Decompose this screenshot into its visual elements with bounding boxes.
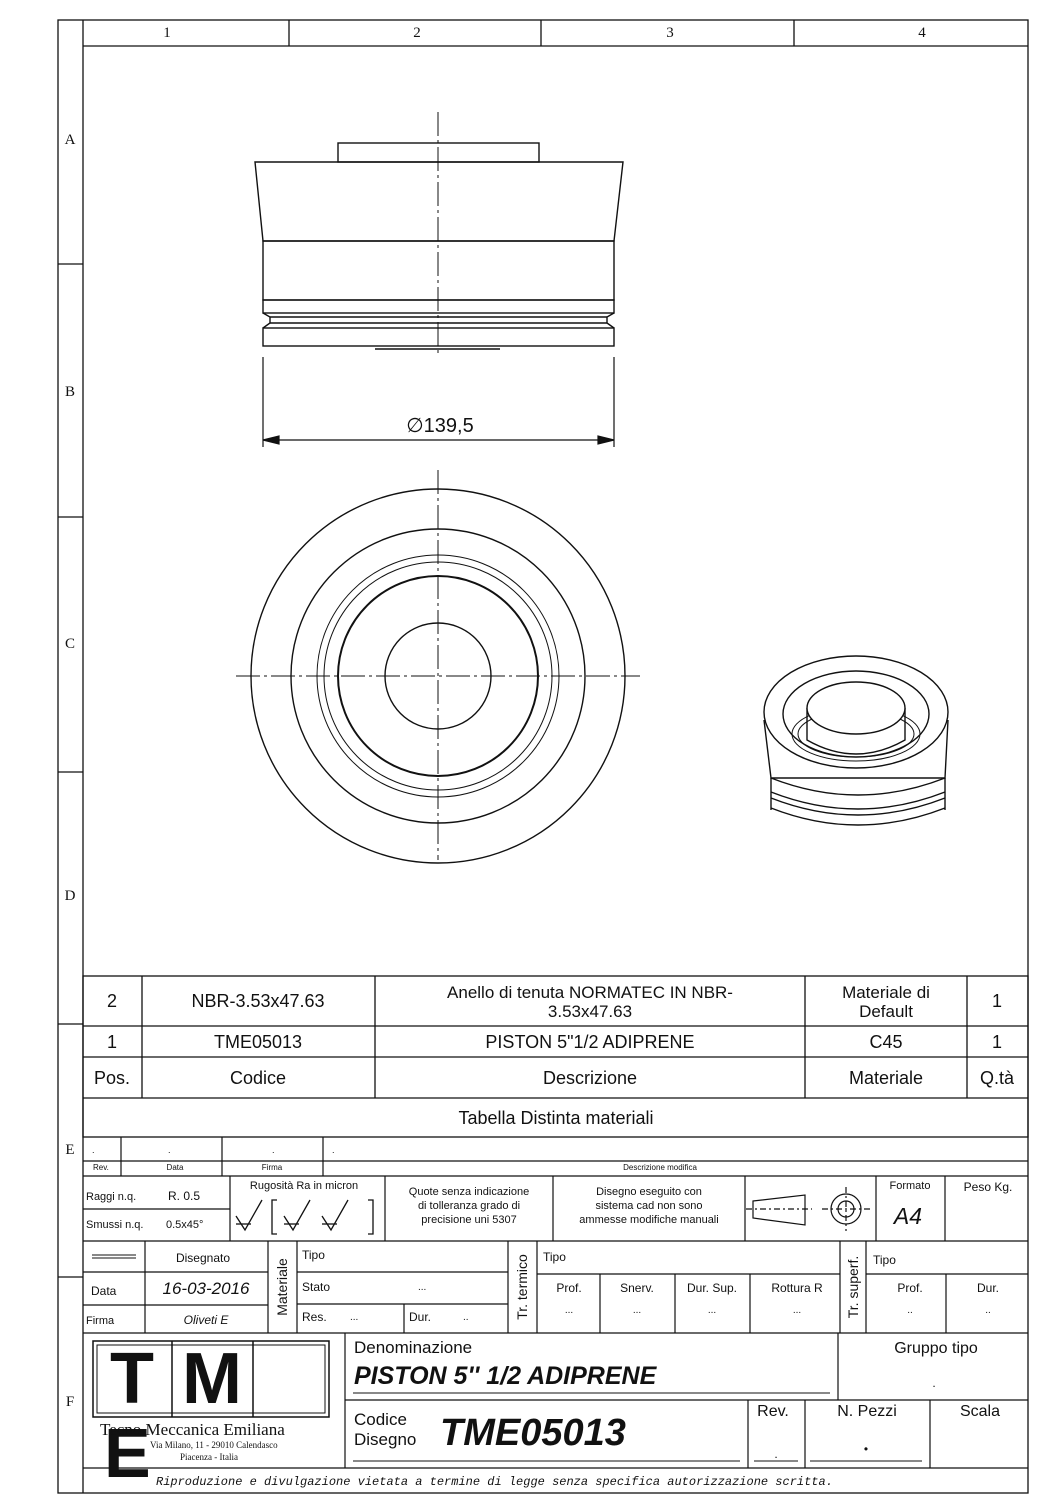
termico-snerv-label: Snerv. bbox=[620, 1281, 654, 1295]
bom-codice: NBR-3.53x47.63 bbox=[191, 991, 325, 1011]
logo-letter: E bbox=[104, 1414, 151, 1492]
drawing-title: PISTON 5'' 1/2 ADIPRENE bbox=[354, 1362, 657, 1390]
revision-header-data: Data bbox=[166, 1163, 184, 1172]
revision-placeholder: . bbox=[92, 1145, 95, 1155]
revision-header-rev: Rev. bbox=[93, 1163, 109, 1172]
superf-value: .. bbox=[985, 1305, 991, 1316]
bom-descrizione: Anello di tenuta NORMATEC IN NBR- bbox=[447, 983, 733, 1002]
grid-row-label: F bbox=[65, 1394, 75, 1410]
projection-symbol bbox=[746, 1187, 870, 1231]
termico-tipo-label: Tipo bbox=[543, 1250, 566, 1264]
company-address: Via Milano, 11 - 29010 Calendasco bbox=[150, 1440, 278, 1450]
firma-value: Oliveti E bbox=[183, 1313, 229, 1327]
company-address: Piacenza - Italia bbox=[180, 1452, 238, 1462]
codice-disegno-label: Disegno bbox=[354, 1430, 417, 1449]
smussi-label: Smussi n.q. bbox=[86, 1219, 144, 1231]
bom-header-qta: Q.tà bbox=[979, 1068, 1015, 1088]
n-pezzi-label: N. Pezzi bbox=[837, 1403, 897, 1420]
cad-note: ammesse modifiche manuali bbox=[579, 1214, 719, 1226]
termico-value: ... bbox=[792, 1305, 802, 1316]
disegnato-label: Disegnato bbox=[175, 1251, 231, 1265]
bom-materiale: Default bbox=[859, 1002, 913, 1021]
superf-value: .. bbox=[907, 1305, 913, 1316]
revision-placeholder: . bbox=[332, 1145, 335, 1155]
termico-value: ... bbox=[632, 1305, 642, 1316]
quote-note: di tolleranza grado di bbox=[417, 1200, 521, 1212]
formato-value: A4 bbox=[893, 1203, 923, 1229]
superf-dur-label: Dur. bbox=[976, 1281, 1000, 1295]
superf-vertical-label: Tr. superf. bbox=[845, 1255, 861, 1319]
revision-placeholder: . bbox=[168, 1145, 171, 1155]
n-pezzi-value: • bbox=[863, 1442, 869, 1456]
front-view bbox=[255, 143, 623, 349]
company-name: Tecno Meccanica Emiliana bbox=[100, 1420, 285, 1439]
diameter-dimension-label: ∅139,5 bbox=[406, 415, 474, 437]
termico-vertical-label: Tr. termico bbox=[514, 1254, 530, 1320]
cad-note: Disegno eseguito con bbox=[596, 1186, 702, 1198]
materiale-stato-label: Stato bbox=[302, 1280, 331, 1294]
revision-header-firma: Firma bbox=[261, 1163, 283, 1172]
revision-header-descrizione: Descrizione modifica bbox=[623, 1163, 697, 1172]
superf-prof-label: Prof. bbox=[897, 1281, 923, 1295]
termico-prof-label: Prof. bbox=[556, 1281, 582, 1295]
materiale-stato-value: ... bbox=[418, 1282, 427, 1293]
bom-qta: 1 bbox=[991, 1032, 1003, 1052]
rev-label: Rev. bbox=[757, 1403, 789, 1420]
data-label: Data bbox=[91, 1284, 117, 1298]
grid-row-label: C bbox=[64, 636, 76, 652]
quote-note: Quote senza indicazione bbox=[408, 1186, 530, 1198]
bom-qta: 1 bbox=[991, 991, 1003, 1011]
materiale-vertical-label: Materiale bbox=[274, 1258, 290, 1316]
rev-value: . bbox=[774, 1447, 778, 1461]
termico-rottura-label: Rottura R bbox=[771, 1281, 823, 1295]
line-symbol bbox=[92, 1255, 136, 1258]
gruppo-tipo-value: . bbox=[932, 1376, 936, 1390]
materiale-tipo-label: Tipo bbox=[302, 1248, 325, 1262]
grid-row-label: A bbox=[64, 132, 76, 148]
scala-label: Scala bbox=[959, 1403, 1001, 1420]
rugosita-label: Rugosità Ra in micron bbox=[249, 1180, 359, 1192]
materiale-dur-label: Dur. bbox=[409, 1310, 432, 1324]
isometric-view bbox=[764, 656, 948, 825]
roughness-symbols bbox=[236, 1200, 373, 1234]
logo-letter: T bbox=[110, 1339, 154, 1419]
grid-row-label: D bbox=[64, 888, 76, 904]
codice-disegno-label: Codice bbox=[354, 1410, 407, 1429]
grid-column-label: 3 bbox=[666, 25, 674, 41]
raggi-label: Raggi n.q. bbox=[86, 1191, 137, 1203]
materiale-res-label: Res. bbox=[302, 1310, 327, 1324]
grid-column-label: 4 bbox=[918, 25, 926, 41]
bom-header-codice: Codice bbox=[229, 1068, 287, 1088]
formato-label: Formato bbox=[889, 1180, 931, 1192]
termico-dursup-label: Dur. Sup. bbox=[686, 1281, 738, 1295]
bom-pos: 1 bbox=[106, 1032, 118, 1052]
revision-placeholder: . bbox=[272, 1145, 275, 1155]
raggi-value: R. 0.5 bbox=[168, 1189, 201, 1203]
materiale-res-value: ... bbox=[350, 1312, 359, 1323]
bom-header-pos: Pos. bbox=[93, 1068, 131, 1088]
superf-tipo-label: Tipo bbox=[873, 1253, 896, 1267]
bom-header-materiale: Materiale bbox=[848, 1068, 924, 1088]
bom-descrizione: 3.53x47.63 bbox=[547, 1002, 633, 1021]
bom-materiale: C45 bbox=[869, 1032, 903, 1052]
data-value: 16-03-2016 bbox=[162, 1279, 250, 1298]
denominazione-label: Denominazione bbox=[354, 1338, 473, 1357]
top-view-centerlines bbox=[236, 470, 640, 860]
bom-table-title: Tabella Distinta materiali bbox=[458, 1108, 654, 1128]
bom-header-descrizione: Descrizione bbox=[542, 1068, 638, 1088]
logo-letter: M bbox=[182, 1339, 242, 1419]
grid-column-label: 1 bbox=[163, 25, 171, 41]
gruppo-tipo-label: Gruppo tipo bbox=[894, 1340, 978, 1357]
footer-note: Riproduzione e divulgazione vietata a termine di legge senza specifica autorizzazione scritta. bbox=[156, 1475, 833, 1489]
termico-value: ... bbox=[707, 1305, 717, 1316]
bom-pos: 2 bbox=[106, 991, 118, 1011]
drawing-code: TME05013 bbox=[440, 1412, 626, 1454]
bom-materiale: Materiale di bbox=[842, 983, 930, 1002]
cad-note: sistema cad non sono bbox=[595, 1200, 703, 1212]
quote-note: precisione uni 5307 bbox=[421, 1214, 517, 1226]
firma-label: Firma bbox=[86, 1315, 115, 1327]
materiale-dur-value: .. bbox=[463, 1312, 469, 1323]
bom-descrizione: PISTON 5"1/2 ADIPRENE bbox=[485, 1032, 695, 1052]
grid-row-label: B bbox=[64, 384, 76, 400]
peso-label: Peso Kg. bbox=[963, 1180, 1013, 1194]
grid-row-label: E bbox=[65, 1142, 75, 1158]
termico-value: ... bbox=[564, 1305, 574, 1316]
smussi-value: 0.5x45° bbox=[166, 1219, 204, 1231]
bom-codice: TME05013 bbox=[213, 1032, 303, 1052]
grid-column-label: 2 bbox=[413, 25, 421, 41]
